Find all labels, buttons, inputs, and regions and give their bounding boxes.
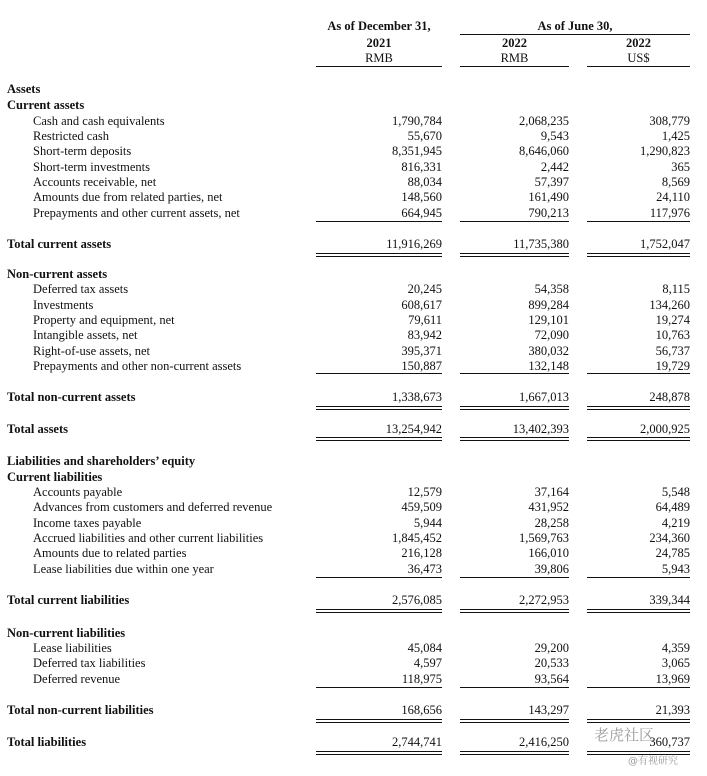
row-value: 64,489: [655, 500, 690, 514]
watermark-logo-text: 老虎社区: [594, 726, 655, 744]
row-value: 1,290,823: [640, 144, 690, 158]
row-value: 339,344: [649, 593, 690, 607]
row-label: Accounts payable: [33, 485, 123, 499]
row-value: 248,878: [649, 390, 690, 404]
subtotal-rule: [460, 373, 569, 374]
row-value: 129,101: [528, 313, 569, 327]
row-value: 2,744,741: [392, 735, 442, 749]
header-june: As of June 30,: [537, 19, 613, 33]
row-label: Total non-current assets: [7, 390, 136, 404]
header-year-3: 2022: [626, 36, 651, 50]
subtotal-rule: [587, 687, 690, 688]
row-label: Restricted cash: [33, 129, 110, 143]
row-label: Total current liabilities: [7, 593, 130, 607]
row-value: 11,735,380: [513, 237, 569, 251]
total-double-rule: [587, 609, 690, 613]
row-value: 380,032: [528, 344, 569, 358]
subtotal-rule: [460, 687, 569, 688]
row-value: 168,656: [401, 703, 442, 717]
row-label: Assets: [7, 82, 41, 96]
row-value: 9,543: [540, 129, 569, 143]
row-value: 29,200: [534, 641, 569, 655]
row-value: 431,952: [528, 500, 569, 514]
row-value: 117,976: [649, 206, 690, 220]
row-value: 11,916,269: [386, 237, 442, 251]
row-label: Property and equipment, net: [33, 313, 175, 327]
row-value: 1,845,452: [392, 531, 442, 545]
row-label: Lease liabilities: [33, 641, 112, 655]
row-value: 21,393: [655, 703, 690, 717]
row-label: Liabilities and shareholders’ equity: [7, 454, 196, 468]
row-label: Deferred revenue: [33, 672, 121, 686]
row-label: Income taxes payable: [33, 516, 142, 530]
row-label: Short-term investments: [33, 160, 150, 174]
row-label: Current liabilities: [7, 470, 103, 484]
row-value: 216,128: [401, 546, 442, 560]
subtotal-rule: [587, 577, 690, 578]
row-value: 1,338,673: [392, 390, 442, 404]
row-value: 5,548: [661, 485, 690, 499]
row-value: 166,010: [528, 546, 569, 560]
total-double-rule: [316, 719, 442, 723]
row-value: 72,090: [534, 328, 569, 342]
subtotal-rule: [316, 687, 442, 688]
total-double-rule: [460, 406, 569, 410]
row-value: 12,579: [407, 485, 442, 499]
total-double-rule: [460, 609, 569, 613]
row-value: 28,258: [534, 516, 569, 530]
row-value: 3,065: [661, 656, 690, 670]
row-label: Non-current assets: [7, 267, 108, 281]
row-label: Deferred tax assets: [33, 282, 129, 296]
total-double-rule: [316, 406, 442, 410]
row-value: 459,509: [401, 500, 442, 514]
row-value: 4,219: [661, 516, 690, 530]
total-double-rule: [587, 253, 690, 257]
row-value: 13,969: [655, 672, 690, 686]
header-june-rule: [460, 34, 690, 35]
row-label: Short-term deposits: [33, 144, 132, 158]
row-value: 24,110: [656, 190, 690, 204]
row-value: 1,569,763: [519, 531, 569, 545]
row-label: Current assets: [7, 98, 85, 112]
row-value: 118,975: [401, 672, 442, 686]
row-label: Accounts receivable, net: [33, 175, 157, 189]
watermark-sub-text: @有视研究: [628, 756, 678, 767]
row-value: 161,490: [528, 190, 569, 204]
row-value: 4,359: [661, 641, 690, 655]
row-value: 8,569: [661, 175, 690, 189]
row-label: Amounts due from related parties, net: [33, 190, 223, 204]
row-label: Deferred tax liabilities: [33, 656, 146, 670]
subtotal-rule: [316, 221, 442, 222]
row-value: 395,371: [401, 344, 442, 358]
row-value: 790,213: [528, 206, 569, 220]
row-label: Total current assets: [7, 237, 112, 251]
row-label: Intangible assets, net: [33, 328, 138, 342]
row-value: 55,670: [407, 129, 442, 143]
row-value: 134,260: [649, 298, 690, 312]
row-value: 24,785: [655, 546, 690, 560]
row-value: 664,945: [401, 206, 442, 220]
row-value: 2,272,953: [519, 593, 569, 607]
row-label: Prepayments and other current assets, net: [33, 206, 240, 220]
row-label: Total liabilities: [7, 735, 87, 749]
row-value: 8,351,945: [392, 144, 442, 158]
total-double-rule: [316, 437, 442, 441]
row-value: 2,416,250: [519, 735, 569, 749]
row-value: 19,729: [655, 359, 690, 373]
total-double-rule: [460, 719, 569, 723]
row-value: 13,254,942: [385, 422, 442, 436]
row-value: 608,617: [401, 298, 442, 312]
row-value: 20,245: [407, 282, 442, 296]
header-year-1: 2021: [366, 36, 392, 50]
subtotal-rule: [316, 577, 442, 578]
total-double-rule: [460, 751, 569, 755]
header-rule-3: [587, 66, 690, 67]
row-value: 1,667,013: [519, 390, 569, 404]
header-currency-1: RMB: [365, 51, 393, 65]
row-value: 8,646,060: [519, 144, 569, 158]
row-value: 148,560: [401, 190, 442, 204]
header-currency-2: RMB: [500, 51, 529, 65]
row-value: 1,790,784: [392, 114, 442, 128]
row-label: Right-of-use assets, net: [33, 344, 150, 358]
total-double-rule: [587, 406, 690, 410]
row-value: 88,034: [407, 175, 442, 189]
header-rule-2: [460, 66, 569, 67]
row-label: Non-current liabilities: [7, 626, 126, 640]
row-label: Amounts due to related parties: [33, 546, 187, 560]
subtotal-rule: [460, 577, 569, 578]
total-double-rule: [316, 751, 442, 755]
row-value: 2,000,925: [640, 422, 690, 436]
header-rule-1: [316, 66, 442, 67]
subtotal-rule: [316, 373, 442, 374]
row-value: 10,763: [655, 328, 690, 342]
row-value: 19,274: [655, 313, 690, 327]
row-value: 37,164: [534, 485, 569, 499]
row-value: 1,425: [661, 129, 690, 143]
row-label: Total assets: [7, 422, 69, 436]
row-label: Prepayments and other non-current assets: [33, 359, 242, 373]
row-value: 13,402,393: [512, 422, 569, 436]
row-value: 308,779: [649, 114, 690, 128]
row-value: 54,358: [534, 282, 569, 296]
total-double-rule: [587, 437, 690, 441]
total-double-rule: [460, 437, 569, 441]
row-value: 360,737: [649, 735, 690, 749]
row-value: 150,887: [401, 359, 442, 373]
row-value: 2,068,235: [519, 114, 569, 128]
header-year-2: 2022: [502, 36, 527, 50]
total-double-rule: [460, 253, 569, 257]
row-value: 83,942: [407, 328, 442, 342]
row-value: 57,397: [534, 175, 569, 189]
row-value: 899,284: [528, 298, 569, 312]
row-value: 45,084: [407, 641, 442, 655]
row-value: 2,576,085: [392, 593, 442, 607]
header-december: As of December 31,: [327, 19, 431, 33]
row-value: 365: [671, 160, 690, 174]
row-value: 39,806: [534, 562, 569, 576]
row-value: 5,944: [413, 516, 442, 530]
total-double-rule: [316, 253, 442, 257]
total-double-rule: [316, 609, 442, 613]
row-value: 132,148: [528, 359, 569, 373]
row-value: 816,331: [401, 160, 442, 174]
row-value: 4,597: [413, 656, 442, 670]
row-value: 79,611: [408, 313, 442, 327]
row-value: 5,943: [661, 562, 690, 576]
subtotal-rule: [587, 221, 690, 222]
row-value: 20,533: [534, 656, 569, 670]
row-value: 93,564: [534, 672, 569, 686]
row-label: Cash and cash equivalents: [33, 114, 165, 128]
row-value: 1,752,047: [640, 237, 690, 251]
row-label: Advances from customers and deferred revenue: [33, 500, 273, 514]
row-label: Total non-current liabilities: [7, 703, 154, 717]
subtotal-rule: [460, 221, 569, 222]
row-label: Investments: [33, 298, 94, 312]
row-value: 56,737: [655, 344, 690, 358]
row-value: 143,297: [528, 703, 569, 717]
row-value: 8,115: [662, 282, 690, 296]
row-label: Lease liabilities due within one year: [33, 562, 214, 576]
row-label: Accrued liabilities and other current liabilities: [33, 531, 264, 545]
subtotal-rule: [587, 373, 690, 374]
header-currency-3: US$: [627, 51, 650, 65]
row-value: 2,442: [540, 160, 569, 174]
row-value: 234,360: [649, 531, 690, 545]
row-value: 36,473: [407, 562, 442, 576]
total-double-rule: [587, 719, 690, 723]
